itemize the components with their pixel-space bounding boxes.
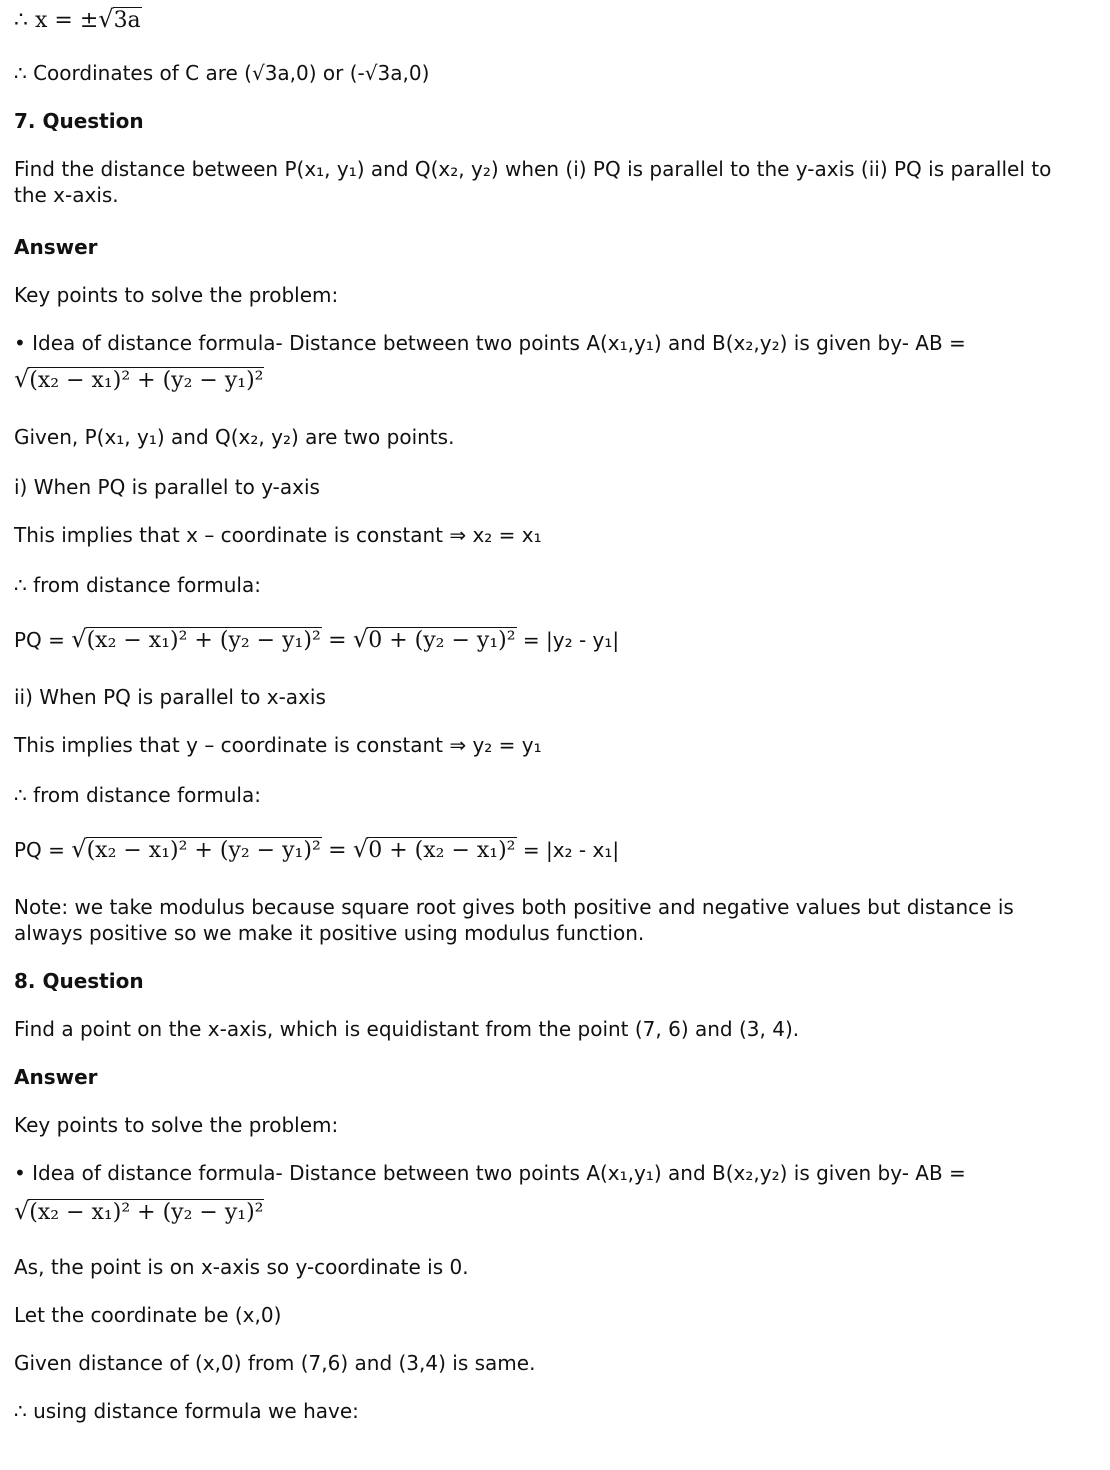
- distance-formula-idea-1: • Idea of distance formula- Distance between two points A(x₁,y₁) and B(x₂,y₂) is given by- AB =: [14, 331, 966, 355]
- question-7-text: Find the distance between P(x₁, y₁) and Q(x₂, y₂) when (i) PQ is parallel to the y-axis (ii) PQ is parallel to the x-axis.: [14, 157, 1052, 207]
- given-points-line: Given, P(x₁, y₁) and Q(x₂, y₂) are two points.: [14, 425, 455, 449]
- key-points-1: Key points to solve the problem:: [14, 283, 339, 307]
- note-paragraph: Note: we take modulus because square root gives both positive and negative values but distance is always positive so we make it positive using modulus function.: [14, 895, 1014, 945]
- sqrt-3a: √3a: [98, 5, 141, 33]
- distance-formula-idea-2: • Idea of distance formula- Distance between two points A(x₁,y₁) and B(x₂,y₂) is given by- AB =: [14, 1161, 966, 1185]
- answer-heading-1: Answer: [14, 235, 98, 259]
- distance-formula-1: √(x₂ − x₁)² + (y₂ − y₁)²: [14, 365, 264, 393]
- pq-equation-1: PQ = √(x₂ − x₁)² + (y₂ − y₁)² = √0 + (y₂ − y₁)² = |y₂ - y₁|: [14, 625, 620, 653]
- case-2-implication: This implies that y – coordinate is constant ⇒ y₂ = y₁: [14, 733, 542, 757]
- result-x-line: [14, 4, 142, 36]
- given-distance-line: Given distance of (x,0) from (7,6) and (3,4) is same.: [14, 1351, 536, 1375]
- point-on-x-axis-line: As, the point is on x-axis so y-coordinate is 0.: [14, 1255, 469, 1279]
- distance-formula-2: √(x₂ − x₁)² + (y₂ − y₁)²: [14, 1197, 264, 1225]
- coordinates-c-line: ∴ Coordinates of C are (√3a,0) or (-√3a,0): [14, 61, 430, 85]
- question-7-title: 7. Question: [14, 109, 144, 133]
- key-points-2: Key points to solve the problem:: [14, 1113, 339, 1137]
- case-1-implication: This implies that x – coordinate is constant ⇒ x₂ = x₁: [14, 523, 542, 547]
- x-equals-text: ∴ x = ±: [14, 8, 99, 33]
- question-8-title: 8. Question: [14, 969, 144, 993]
- case-1-heading: i) When PQ is parallel to y-axis: [14, 475, 320, 499]
- let-coordinate-line: Let the coordinate be (x,0): [14, 1303, 282, 1327]
- using-formula-line: ∴ using distance formula we have:: [14, 1399, 359, 1423]
- answer-heading-2: Answer: [14, 1065, 98, 1089]
- from-formula-1: ∴ from distance formula:: [14, 573, 261, 597]
- question-8-text: Find a point on the x-axis, which is equidistant from the point (7, 6) and (3, 4).: [14, 1017, 800, 1041]
- from-formula-2: ∴ from distance formula:: [14, 783, 261, 807]
- case-2-heading: ii) When PQ is parallel to x-axis: [14, 685, 326, 709]
- pq-equation-2: PQ = √(x₂ − x₁)² + (y₂ − y₁)² = √0 + (x₂ − x₁)² = |x₂ - x₁|: [14, 835, 620, 863]
